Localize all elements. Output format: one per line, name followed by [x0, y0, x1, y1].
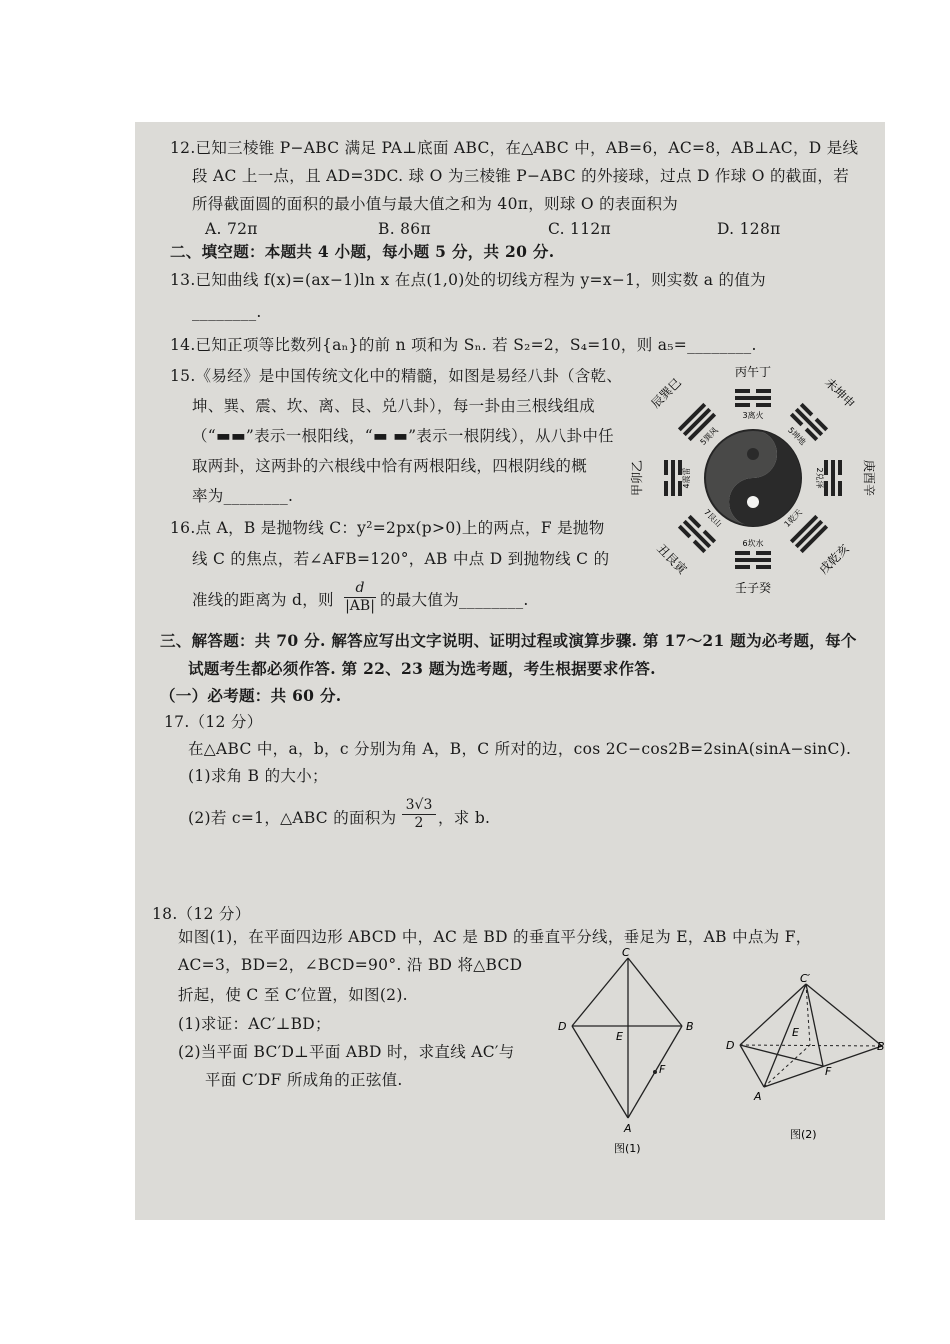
q16-line1: 16.点 A，B 是抛物线 C：y²=2px(p>0)上的两点，F 是抛物	[170, 519, 605, 537]
q18-heading: 18.（12 分）	[152, 905, 251, 923]
trigram-right	[824, 460, 842, 496]
fig2-label-a: A	[754, 1090, 762, 1103]
q18-line1: 如图(1)，在平面四边形 ABCD 中，AC 是 BD 的垂直平分线，垂足为 E，AB 中点为 F，	[178, 928, 812, 946]
q18-part2-line1: (2)当平面 BC′D⊥平面 ABD 时，求直线 AC′与	[178, 1043, 515, 1061]
q12-line3: 所得截面圆的面积的最小值与最大值之和为 40π，则球 O 的表面积为	[192, 195, 679, 213]
bagua-inner-right: 2兑泽	[815, 467, 824, 489]
fig1-label-e: E	[616, 1030, 623, 1043]
q18-part2-line2: 平面 C′DF 所成角的正弦值.	[205, 1071, 403, 1089]
bagua-label-topright: 未坤申	[822, 375, 858, 411]
yin-yang-icon	[705, 430, 801, 526]
q15-line2: 坤、巽、震、坎、离、艮、兑八卦），每一卦由三根线组成	[192, 397, 596, 415]
q16-fraction-numerator: d	[355, 580, 365, 596]
fig2-label-e: E	[792, 1026, 799, 1039]
trigram-bottom	[735, 551, 771, 569]
fig1-label-c: C	[622, 948, 630, 959]
q16-fraction-denominator: |AB|	[345, 598, 375, 614]
bagua-inner-bottomright: 1乾天	[782, 507, 804, 529]
q17-part2a: (2)若 c=1，△ABC 的面积为	[188, 809, 397, 827]
bagua-label-bottom: 壬子癸	[734, 581, 772, 595]
section3-line2: 试题考生都必须作答. 第 22、23 题为选考题，考生根据要求作答.	[188, 659, 656, 678]
bagua-inner-topleft: 5巽风	[698, 425, 720, 447]
q16-line2: 线 C 的焦点，若∠AFB=120°，AB 中点 D 到抛物线 C 的	[192, 550, 610, 568]
q13-line1: 13.已知曲线 f(x)=(ax−1)ln x 在点(1,0)处的切线方程为 y=x−1，则实数 a 的值为	[170, 271, 766, 289]
bagua-inner-left: 4震雷	[682, 467, 691, 489]
q12-line2: 段 AC 上一点，且 AD=3DC. 球 O 为三棱锥 P−ABC 的外接球，过点 D 作球 O 的截面，若	[192, 167, 849, 185]
q17-fraction	[402, 797, 436, 832]
q12-option-c: C. 112π	[548, 220, 612, 238]
fig2-label-d: D	[726, 1039, 735, 1052]
q18-part1: (1)求证：AC′⊥BD；	[178, 1015, 331, 1033]
q15-line4: 取两卦，这两卦的六根线中恰有两根阳线，四根阴线的概	[192, 457, 588, 475]
q17-part1: (1)求角 B 的大小；	[188, 767, 328, 785]
q16-line3b: 的最大值为________.	[380, 591, 529, 609]
q13-blank: ________.	[192, 303, 262, 321]
bagua-figure	[625, 360, 880, 605]
q17-fraction-numerator: 3√3	[405, 797, 433, 813]
q17-part2b: ，求 b.	[438, 809, 491, 827]
fig2-caption: 图(2)	[790, 1128, 817, 1141]
fig1-label-d: D	[558, 1020, 567, 1033]
bagua-label-bottomleft: 丑艮寅	[654, 541, 690, 577]
q18-line3: 折起，使 C 至 C′位置，如图(2).	[178, 986, 408, 1004]
figure-2-diagram	[722, 960, 885, 1150]
bagua-inner-bottom: 6坎水	[742, 539, 764, 548]
bagua-inner-bottomleft: 7艮山	[702, 507, 724, 529]
trigram-top	[735, 389, 771, 407]
q12-line1: 12.已知三棱锥 P−ABC 满足 PA⊥底面 ABC，在△ABC 中，AB=6，AC=8，AB⊥AC，D 是线	[170, 139, 859, 157]
q16-fraction	[344, 580, 376, 615]
fig1-label-a: A	[624, 1122, 632, 1135]
fig1-caption: 图(1)	[614, 1142, 641, 1155]
trigram-left	[664, 460, 682, 496]
q15-line5: 率为________.	[192, 487, 294, 505]
q15-line3: （“▬▬”表示一根阳线，“▬ ▬”表示一根阴线），从八卦中任	[192, 427, 614, 445]
q16-line3a: 准线的距离为 d，则	[192, 591, 334, 609]
q15-line1: 15.《易经》是中国传统文化中的精髓，如图是易经八卦（含乾、	[170, 367, 623, 385]
q12-option-d: D. 128π	[717, 220, 781, 238]
bagua-label-left: 甲卯乙	[630, 459, 644, 497]
q12-option-a: A. 72π	[205, 220, 258, 238]
q17-heading: 17.（12 分）	[164, 713, 263, 731]
fig1-label-f: F	[659, 1063, 666, 1076]
q17-line1: 在△ABC 中，a，b，c 分别为角 A，B，C 所对的边，cos 2C−cos2B=2sinA(sinA−sinC).	[188, 740, 852, 758]
bagua-label-top: 丙午丁	[734, 365, 772, 379]
bagua-label-right: 庚酉辛	[862, 459, 876, 497]
figure-1-diagram	[552, 948, 702, 1158]
bagua-inner-top: 3离火	[742, 411, 764, 420]
fig2-label-cprime: C′	[800, 972, 811, 985]
section3-line1: 三、解答题：共 70 分. 解答应写出文字说明、证明过程或演算步骤. 第 17～21 题为必考题，每个	[160, 631, 857, 650]
fig1-label-b: B	[686, 1020, 694, 1033]
q18-line2: AC=3，BD=2，∠BCD=90°. 沿 BD 将△BCD	[178, 956, 523, 974]
fig2-label-f: F	[825, 1065, 832, 1078]
q12-option-b: B. 86π	[378, 220, 431, 238]
fig2-label-b: B	[877, 1040, 885, 1053]
bagua-inner-topright: 5坤地	[786, 425, 808, 447]
bagua-label-topleft: 辰巽巳	[648, 375, 684, 411]
q17-fraction-denominator: 2	[402, 814, 436, 832]
section3-line3: （一）必考题：共 60 分.	[160, 686, 342, 705]
section2-heading: 二、填空题：本题共 4 小题，每小题 5 分，共 20 分.	[170, 242, 555, 261]
bagua-label-bottomright: 戌乾亥	[816, 541, 852, 577]
q14-line: 14.已知正项等比数列{aₙ}的前 n 项和为 Sₙ. 若 S₂=2，S₄=10，则 a₅=________.	[170, 336, 757, 354]
